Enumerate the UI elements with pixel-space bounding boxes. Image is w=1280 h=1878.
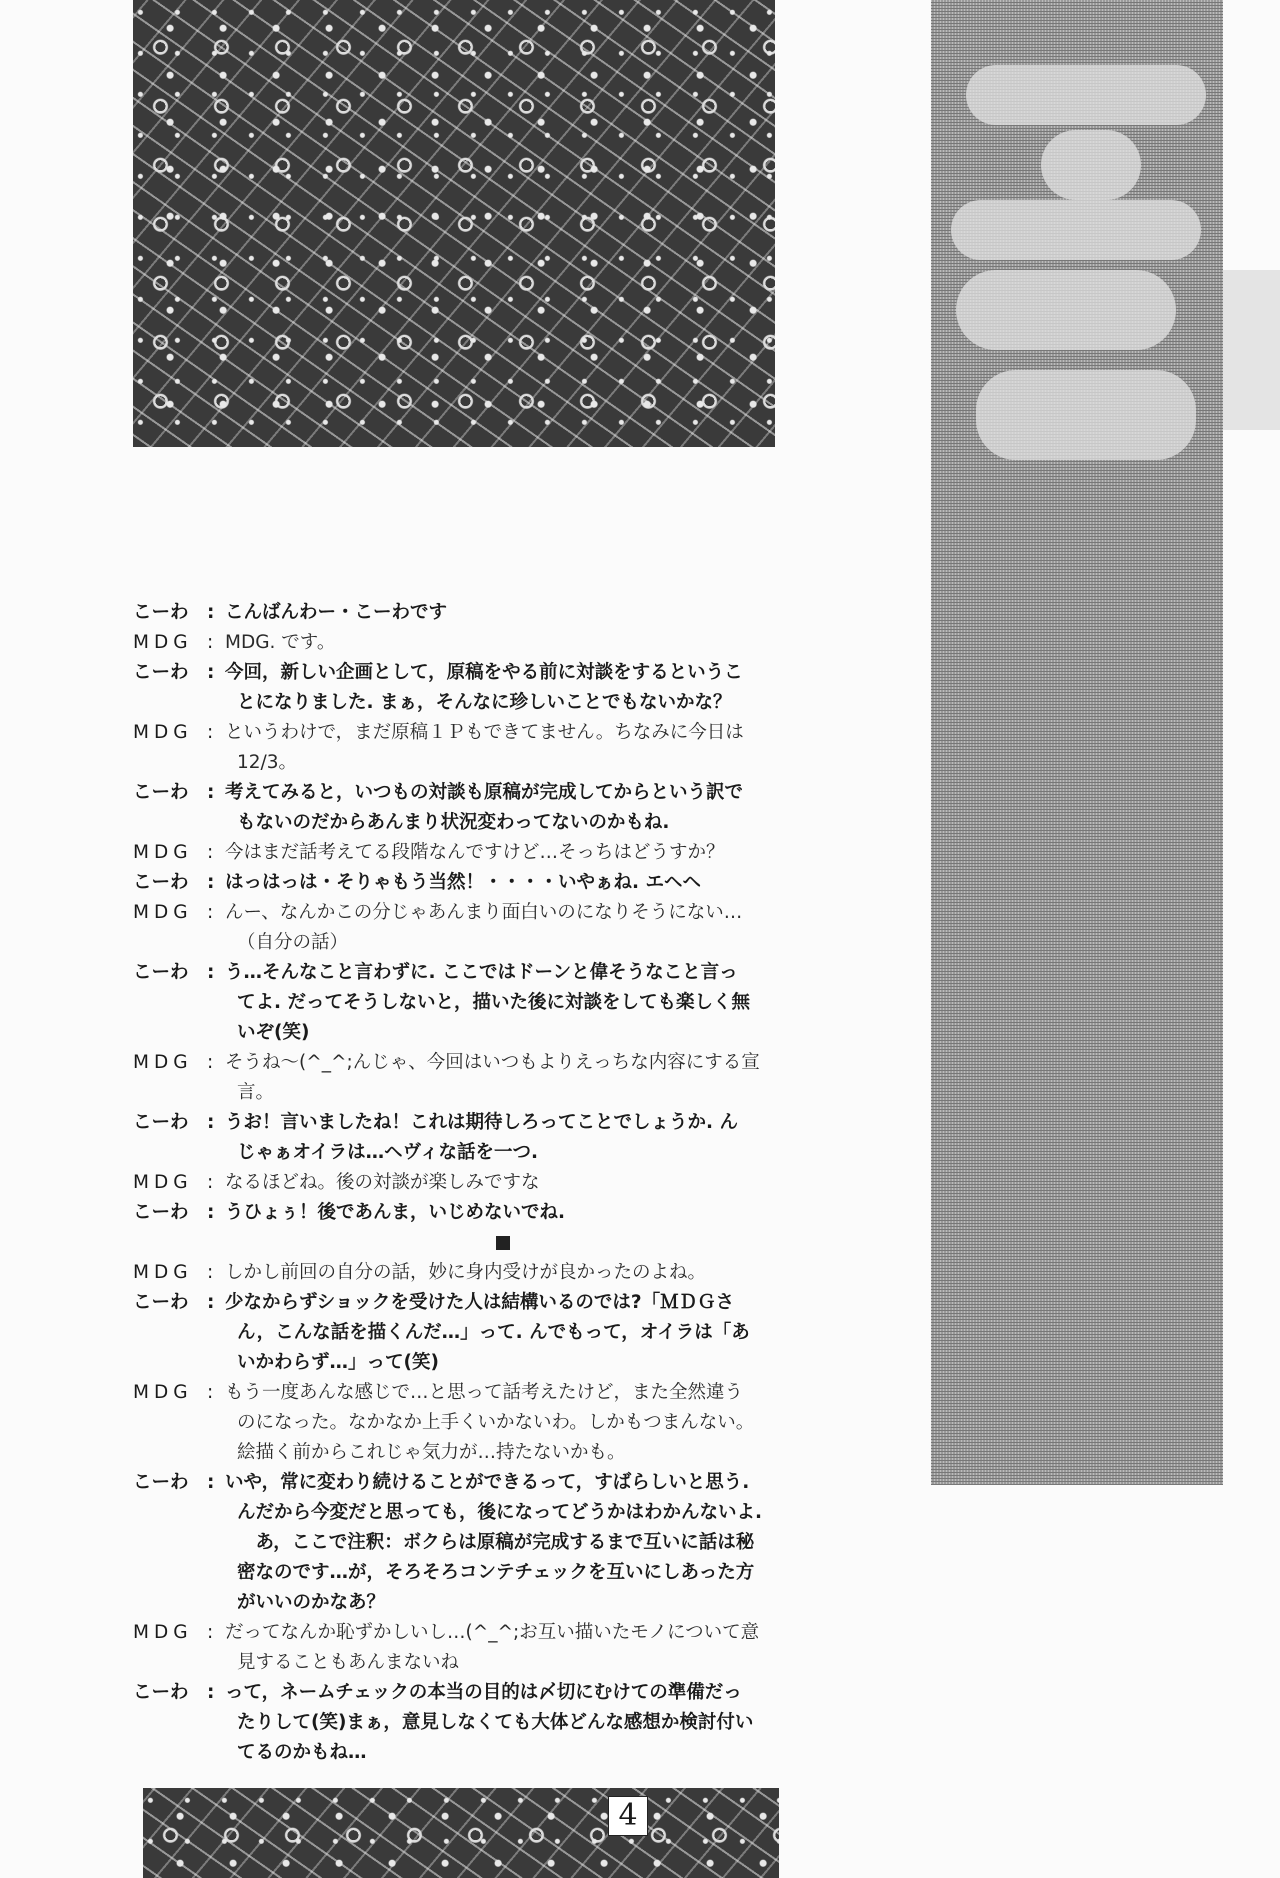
utterance-line: だってなんか恥ずかしいし…(^_^;お互い描いたモノについて意: [225, 1622, 760, 1643]
speaker-name: MDG: [133, 842, 193, 863]
utterance: [225, 958, 783, 1048]
title-art-shape: [951, 200, 1201, 260]
dialogue-text: [133, 598, 783, 1768]
speaker-colon: :: [207, 662, 215, 683]
dialogue-entry: [133, 958, 783, 1048]
speaker-colon: :: [207, 1202, 215, 1223]
utterance-line: （自分の話）: [237, 932, 349, 953]
side-title-art: [931, 0, 1223, 1485]
utterance-line: うお！言いましたね！これは期待しろってことでしょうか. ん: [225, 1112, 738, 1133]
utterance-line: 今回，新しい企画として，原稿をやる前に対談をするというこ: [225, 662, 743, 683]
utterance-line: はっはっは・そりゃもう当然！・・・・いやぁね. エヘヘ: [225, 872, 701, 893]
speaker-colon: :: [207, 902, 214, 923]
utterance-line: たりして(笑)まぁ，意見しなくても大体どんな感想か検討付い: [237, 1712, 754, 1733]
dialogue-entry: [133, 778, 783, 838]
utterance: [225, 778, 783, 838]
utterance-line: 絵描く前からこれじゃ気力が…持たないかも。: [237, 1442, 626, 1463]
speaker-name: MDG: [133, 1172, 193, 1193]
utterance-line: なるほどね。後の対談が楽しみですな: [225, 1172, 540, 1193]
separator-square-icon: [496, 1236, 510, 1250]
dialogue-entry: [133, 718, 783, 778]
utterance: [225, 898, 783, 958]
utterance: [225, 1378, 783, 1468]
utterance-line: う…そんなこと言わずに. ここではドーンと偉そうなこと言っ: [225, 962, 738, 983]
utterance-line: もないのだからあんまり状況変わってないのかもね.: [237, 812, 670, 833]
speaker-name: こーわ: [133, 1202, 189, 1223]
dialogue-entry: [133, 1378, 783, 1468]
utterance: [225, 1108, 783, 1168]
utterance-line: 今はまだ話考えてる段階なんですけど…そっちはどうすか？: [225, 842, 725, 863]
decorative-doodle-pattern-bottom: [143, 1788, 779, 1878]
speaker-name: MDG: [133, 722, 193, 743]
dialogue-entry: [133, 598, 783, 628]
utterance: [225, 1048, 783, 1108]
utterance-line: てるのかもね…: [237, 1742, 367, 1763]
utterance-line: 見することもあんまないね: [237, 1652, 460, 1673]
utterance: [225, 1168, 783, 1198]
speaker-name: こーわ: [133, 962, 189, 983]
speaker-name: こーわ: [133, 602, 189, 623]
utterance-line: 12/3。: [237, 752, 298, 773]
speaker-name: こーわ: [133, 1292, 189, 1313]
utterance: [225, 1198, 783, 1228]
dialogue-entry: [133, 658, 783, 718]
title-art-shape: [976, 370, 1196, 460]
dialogue-entry: [133, 838, 783, 868]
utterance-line: しかし前回の自分の話，妙に身内受けが良かったのよね。: [225, 1262, 707, 1283]
speaker-colon: :: [207, 1682, 215, 1703]
speaker-name: こーわ: [133, 782, 189, 803]
speaker-colon: :: [207, 722, 214, 743]
utterance-line: とになりました. まぁ，そんなに珍しいことでもないかな？: [237, 692, 732, 713]
speaker-name: MDG: [133, 1262, 193, 1283]
title-art-shape: [1041, 130, 1141, 200]
utterance: [225, 658, 783, 718]
speaker-name: MDG: [133, 1382, 193, 1403]
dialogue-entry: [133, 1048, 783, 1108]
utterance-line: のになった。なかなか上手くいかないわ。しかもつまんない。: [237, 1412, 755, 1433]
speaker-name: こーわ: [133, 872, 189, 893]
utterance-line: って，ネームチェックの本当の目的は〆切にむけての準備だっ: [225, 1682, 742, 1703]
speaker-colon: :: [207, 1472, 215, 1493]
utterance: [225, 838, 783, 868]
utterance: [225, 1258, 783, 1288]
speaker-colon: :: [207, 1172, 214, 1193]
speaker-colon: :: [207, 1052, 214, 1073]
speaker-name: こーわ: [133, 1472, 189, 1493]
utterance: [225, 1468, 783, 1618]
utterance: [225, 718, 783, 778]
speaker-colon: :: [207, 1622, 214, 1643]
page-number: 4: [608, 1796, 648, 1836]
utterance: [225, 1618, 783, 1678]
dialogue-entry: [133, 898, 783, 958]
utterance-line: 少なからずショックを受けた人は結構いるのでは?「ＭＤＧさ: [225, 1292, 735, 1313]
utterance-line: あ，ここで注釈：ボクらは原稿が完成するまで互いに話は秘: [237, 1532, 755, 1553]
dialogue-entry: [133, 1108, 783, 1168]
utterance-line: そうね～(^_^;んじゃ、今回はいつもよりえっちな内容にする宣: [225, 1052, 760, 1073]
speaker-colon: :: [207, 842, 214, 863]
utterance-line: こんばんわー・こーわです: [225, 602, 448, 623]
dialogue-part-1: [133, 598, 783, 1228]
utterance-line: じゃぁオイラは…ヘヴィな話を一つ.: [237, 1142, 538, 1163]
speaker-name: MDG: [133, 1052, 193, 1073]
utterance-line: んー、なんかこの分じゃあんまり面白いのになりそうにない…: [225, 902, 743, 923]
utterance: [225, 868, 783, 898]
speaker-colon: :: [207, 602, 215, 623]
dialogue-entry: [133, 628, 783, 658]
dialogue-entry: [133, 1468, 783, 1618]
speaker-name: MDG: [133, 1622, 193, 1643]
speaker-name: MDG: [133, 632, 193, 653]
utterance-line: MDG. です。: [225, 632, 336, 653]
speaker-name: MDG: [133, 902, 193, 923]
dialogue-entry: [133, 1168, 783, 1198]
title-art-shape: [966, 65, 1206, 125]
dialogue-entry: [133, 1678, 783, 1768]
section-separator: [133, 1228, 783, 1258]
decorative-doodle-pattern-top: [133, 0, 775, 447]
utterance-line: もう一度あんな感じで…と思って話考えたけど，また全然違う: [225, 1382, 744, 1403]
dialogue-entry: [133, 1618, 783, 1678]
speaker-colon: :: [207, 1382, 214, 1403]
utterance-line: というわけで，まだ原稿１Ｐもできてません。ちなみに今日は: [225, 722, 744, 743]
speaker-colon: :: [207, 1292, 215, 1313]
speaker-name: こーわ: [133, 1112, 189, 1133]
utterance-line: がいいのかなあ？: [237, 1592, 386, 1613]
dialogue-entry: [133, 1288, 783, 1378]
utterance-line: てよ. だってそうしないと，描いた後に対談をしても楽しく無: [237, 992, 750, 1013]
utterance-line: いぞ(笑): [237, 1022, 310, 1043]
dialogue-entry: [133, 868, 783, 898]
speaker-colon: :: [207, 632, 214, 653]
speaker-colon: :: [207, 782, 215, 803]
utterance: [225, 628, 783, 658]
utterance-line: ん，こんな話を描くんだ…」って. んでもって，オイラは「あ: [237, 1322, 750, 1343]
utterance-line: いかわらず…」って(笑): [237, 1352, 439, 1373]
utterance-line: 言。: [237, 1082, 275, 1103]
title-art-shape: [956, 270, 1176, 350]
utterance-line: 考えてみると，いつもの対談も原稿が完成してからという訳で: [225, 782, 744, 803]
speaker-colon: :: [207, 1262, 214, 1283]
dialogue-entry: [133, 1258, 783, 1288]
speaker-colon: :: [207, 962, 215, 983]
utterance-line: 密なのです…が，そろそろコンテチェックを互いにしあった方: [237, 1562, 755, 1583]
utterance: [225, 1288, 783, 1378]
speaker-colon: :: [207, 872, 215, 893]
utterance: [225, 598, 783, 628]
utterance: [225, 1678, 783, 1768]
speaker-colon: :: [207, 1112, 215, 1133]
utterance-line: いや，常に変わり続けることができるって，すばらしいと思う.: [225, 1472, 750, 1493]
dialogue-part-2: [133, 1258, 783, 1768]
gray-strip: [1223, 270, 1280, 430]
dialogue-entry: [133, 1198, 783, 1228]
utterance-line: んだから今変だと思っても，後になってどうかはわかんないよ.: [237, 1502, 763, 1523]
speaker-name: こーわ: [133, 1682, 189, 1703]
utterance-line: うひょぅ！後であんま，いじめないでね.: [225, 1202, 566, 1223]
speaker-name: こーわ: [133, 662, 189, 683]
